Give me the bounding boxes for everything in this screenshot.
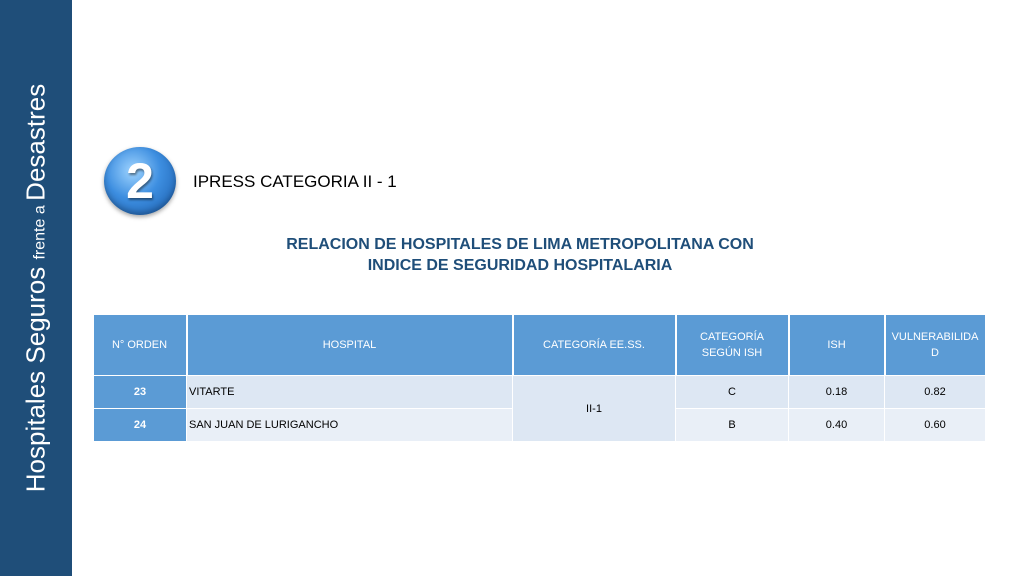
table-row	[94, 376, 986, 409]
cell-hospital: VITARTE	[187, 376, 513, 409]
sidebar-title-part3: Desastres	[20, 83, 51, 201]
cell-category-ish: B	[676, 409, 789, 442]
header-vulnerability: VULNERABILIDAD	[885, 315, 986, 376]
cell-category-ish: C	[676, 376, 789, 409]
badge-number: 2	[126, 153, 154, 209]
cell-category-merged: II-1	[513, 376, 676, 442]
cell-vulnerability: 0.60	[885, 409, 986, 442]
cell-order: 24	[94, 409, 187, 442]
cell-ish: 0.40	[789, 409, 885, 442]
title-line-1: RELACION DE HOSPITALES DE LIMA METROPOLITANA CON	[286, 236, 754, 253]
page-title	[200, 234, 840, 276]
header-hospital: HOSPITAL	[187, 315, 513, 376]
header-order: N° ORDEN	[94, 315, 187, 376]
header-ish: ISH	[789, 315, 885, 376]
cell-order: 23	[94, 376, 187, 409]
number-badge-icon	[104, 147, 176, 215]
sidebar-band	[0, 0, 72, 576]
hospital-table	[93, 315, 987, 442]
sidebar-title-part2: frente a	[31, 200, 49, 260]
sidebar-title	[21, 84, 52, 492]
header-category: CATEGORÍA EE.SS.	[513, 315, 676, 376]
cell-vulnerability: 0.82	[885, 376, 986, 409]
table-header-row	[94, 315, 986, 376]
page-subtitle: IPRESS CATEGORIA II - 1	[193, 172, 397, 191]
cell-hospital: SAN JUAN DE LURIGANCHO	[187, 409, 513, 442]
title-line-2: INDICE DE SEGURIDAD HOSPITALARIA	[367, 257, 673, 274]
cell-ish: 0.18	[789, 376, 885, 409]
header-category-ish: CATEGORÍA SEGÚN ISH	[676, 315, 789, 376]
sidebar-title-part1: Hospitales Seguros	[20, 259, 51, 493]
